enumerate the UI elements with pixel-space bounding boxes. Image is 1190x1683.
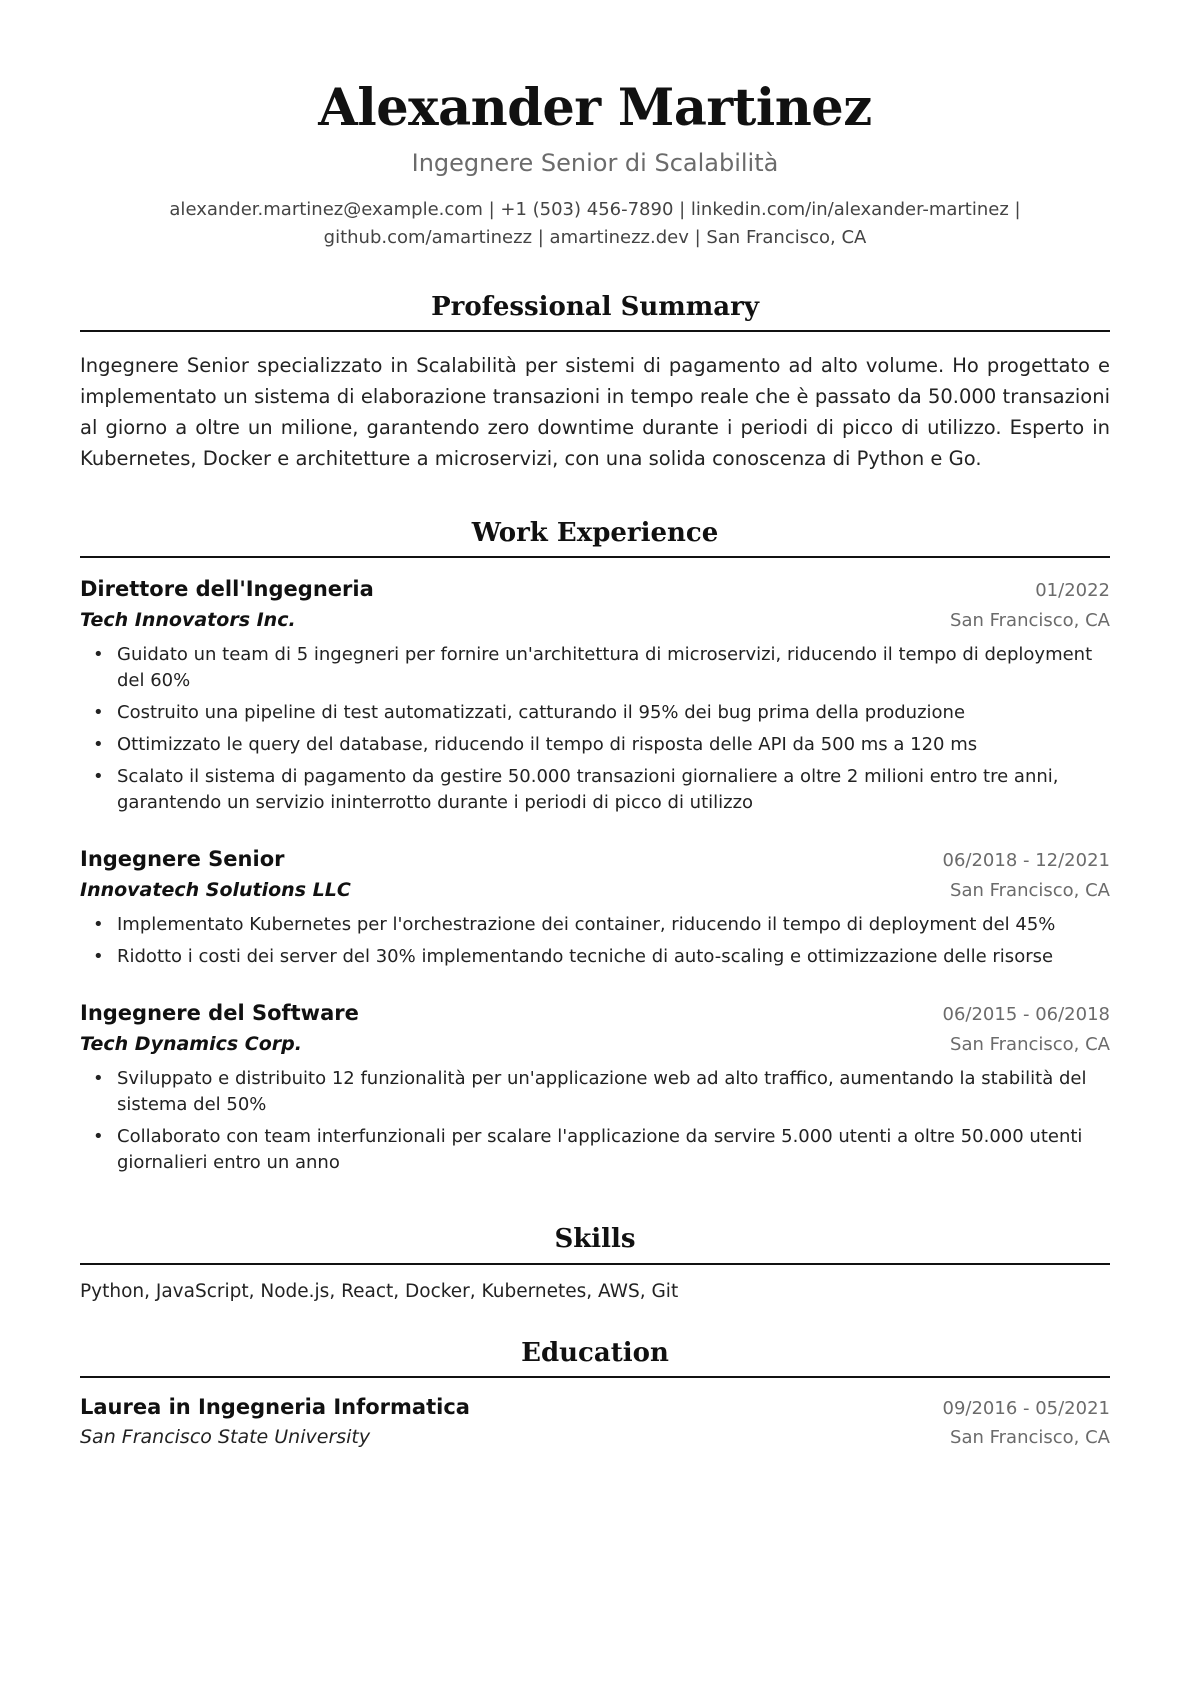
bullet-text: Ottimizzato le query del database, riducendo il tempo di risposta delle API da 500 ms a 120 ms (117, 734, 978, 756)
bullet-item (80, 700, 1110, 726)
job-title: Ingegnere del Software (80, 1001, 359, 1026)
bullet-text: Costruito una pipeline di test automatizzati, catturando il 95% dei bug prima della produzione (117, 702, 966, 724)
section-title-summary: Professional Summary (80, 292, 1110, 332)
job-bullets (80, 642, 1110, 816)
contact-line-1: alexander.martinez@example.com | +1 (503) 456-7890 | linkedin.com/in/alexander-martinez | (169, 198, 1021, 220)
skills-list: Python, JavaScript, Node.js, React, Docker, Kubernetes, AWS, Git (80, 1280, 679, 1302)
contact-info (115, 196, 1075, 252)
bullet-text: Scalato il sistema di pagamento da gestire 50.000 transazioni giornaliere a oltre 2 milioni entro tre anni, garantendo un servizio ininterrotto durante i periodi di picco di utilizzo (117, 766, 1059, 814)
bullet-text: Collaborato con team interfunzionali per scalare l'applicazione da servire 5.000 utenti a oltre 50.000 utenti giornalieri entro un anno (117, 1126, 1083, 1174)
candidate-name: Alexander Martinez (318, 78, 872, 138)
summary-section (80, 292, 1110, 474)
bullet-item (80, 732, 1110, 758)
section-title-experience: Work Experience (80, 518, 1110, 558)
bullet-icon: • (93, 914, 104, 936)
bullet-icon: • (93, 644, 104, 666)
summary-text: Ingegnere Senior specializzato in Scalabilità per sistemi di pagamento ad alto volume. Ho progettato e implementato un sistema di elaborazione transazioni in tempo reale che è passato da 50.000 transazioni al giorno a oltre un milione, garantendo zero downtime durante i periodi di picco di utilizzo. Esperto in Kubernetes, Docker e architetture a microservizi, con una solida conoscenza di Python e Go. (80, 354, 1110, 471)
bullet-item (80, 764, 1110, 816)
education-entry (80, 1394, 1110, 1450)
bullet-text: Guidato un team di 5 ingegneri per fornire un'architettura di microservizi, riducendo il tempo di deployment del 60% (117, 644, 1093, 692)
section-title-education: Education (80, 1338, 1110, 1378)
job-bullets (80, 1066, 1110, 1176)
bullet-item (80, 1066, 1110, 1118)
job-location: San Francisco, CA (950, 1033, 1110, 1055)
education-location: San Francisco, CA (950, 1426, 1110, 1448)
job-date: 06/2018 - 12/2021 (942, 850, 1110, 872)
bullet-icon: • (93, 702, 104, 724)
degree-title: Laurea in Ingegneria Informatica (80, 1394, 470, 1419)
section-title-skills: Skills (80, 1224, 1110, 1264)
job-entry (80, 846, 1110, 970)
bullet-item (80, 912, 1110, 938)
contact-line-2: github.com/amartinezz | amartinezz.dev | San Francisco, CA (323, 226, 867, 248)
education-section (80, 1338, 1110, 1450)
experience-section (80, 518, 1110, 1176)
bullet-item (80, 1124, 1110, 1176)
job-date: 01/2022 (1035, 580, 1110, 602)
job-location: San Francisco, CA (950, 879, 1110, 901)
education-date: 09/2016 - 05/2021 (942, 1397, 1110, 1419)
bullet-text: Implementato Kubernetes per l'orchestrazione dei container, riducendo il tempo di deployment del 45% (117, 914, 1056, 936)
job-bullets (80, 912, 1110, 970)
bullet-item (80, 642, 1110, 694)
job-title: Direttore dell'Ingegneria (80, 577, 374, 602)
job-entry (80, 1000, 1110, 1176)
school-name: San Francisco State University (80, 1425, 371, 1448)
bullet-text: Sviluppato e distribuito 12 funzionalità per un'applicazione web ad alto traffico, aumentando la stabilità del sistema del 50% (117, 1068, 1087, 1116)
bullet-item (80, 944, 1110, 970)
skills-section (80, 1224, 1110, 1301)
bullet-icon: • (93, 946, 104, 968)
job-company: Tech Dynamics Corp. (80, 1032, 302, 1055)
bullet-icon: • (93, 1126, 104, 1148)
job-location: San Francisco, CA (950, 609, 1110, 631)
job-entry (80, 576, 1110, 816)
bullet-icon: • (93, 1068, 104, 1090)
candidate-headline: Ingegnere Senior di Scalabilità (411, 149, 779, 178)
bullet-icon: • (93, 734, 104, 756)
job-company: Innovatech Solutions LLC (80, 878, 351, 901)
job-company: Tech Innovators Inc. (80, 608, 296, 631)
job-date: 06/2015 - 06/2018 (942, 1004, 1110, 1026)
bullet-icon: • (93, 766, 104, 788)
job-title: Ingegnere Senior (80, 847, 285, 872)
bullet-text: Ridotto i costi dei server del 30% implementando tecniche di auto-scaling e ottimizzazione delle risorse (117, 946, 1054, 968)
